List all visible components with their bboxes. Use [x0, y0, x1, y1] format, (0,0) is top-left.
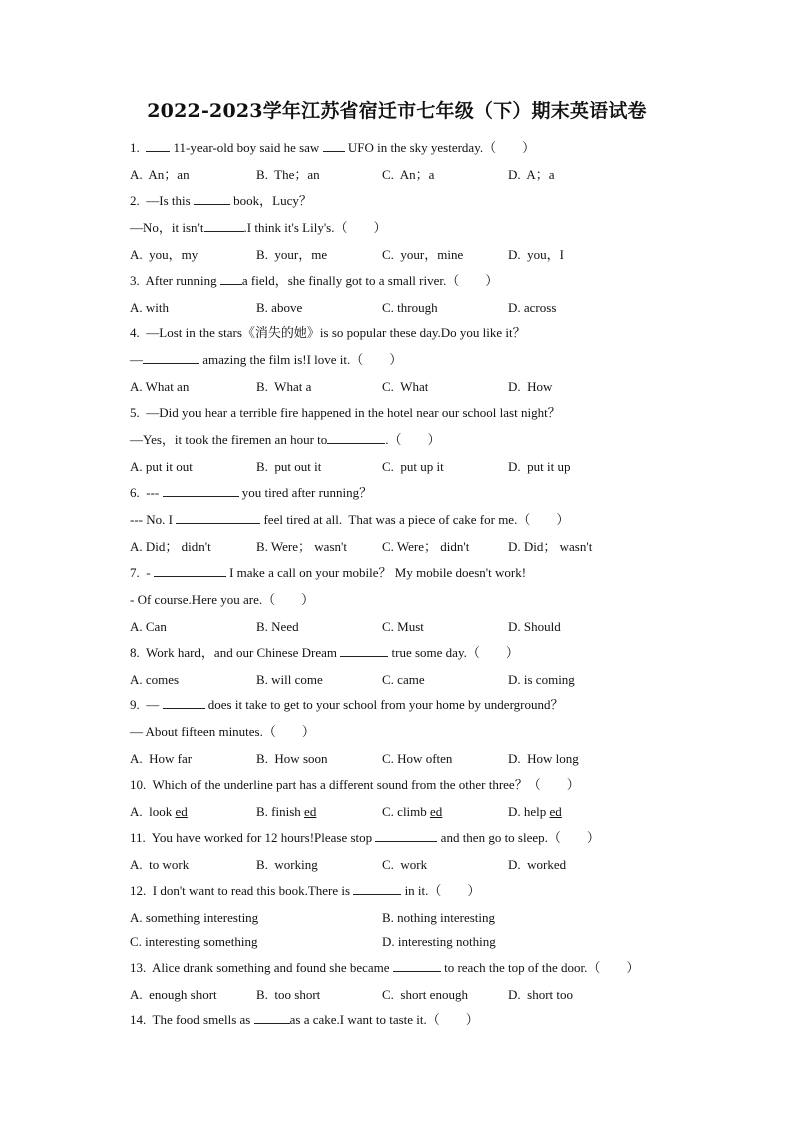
question-stem: 11. You have worked for 12 hours!Please stop and then go to sleep.（ ） [130, 830, 600, 845]
answer-option-b[interactable]: B. working [256, 857, 318, 872]
answer-option-b[interactable]: B. The；an [256, 167, 320, 182]
answer-option-d[interactable]: D. Did； wasn't [508, 539, 593, 554]
answer-blank[interactable] [163, 485, 239, 497]
answer-option-b[interactable]: B. nothing interesting [382, 909, 496, 925]
answer-option-c[interactable]: C. put up it [382, 459, 444, 475]
question-stem-line2: — amazing the film is!I love it.（ ） [130, 352, 403, 368]
answer-option-a[interactable]: A. enough short [130, 986, 217, 1002]
page-title: 2022-2023学年江苏省宿迁市七年级（下）期末英语试卷 [147, 100, 647, 122]
answer-blank[interactable] [353, 883, 401, 895]
question-stem: 5. —Did you hear a terrible fire happened in the hotel near our school last night？ [130, 405, 561, 421]
answer-option-a[interactable]: A. with [130, 299, 169, 315]
answer-option-d[interactable]: D. interesting nothing [382, 933, 496, 949]
answer-option-a[interactable]: A. comes [130, 671, 180, 687]
answer-option-c[interactable]: C. An；a [382, 167, 435, 182]
answer-option-c[interactable]: C. climb ed [382, 804, 443, 820]
question-stem: 8. Work hard，and our Chinese Dream true some day.（ ） [130, 644, 519, 660]
answer-blank[interactable] [327, 432, 385, 444]
answer-option-b[interactable]: B. finish ed [256, 804, 317, 820]
answer-blank[interactable] [143, 352, 199, 364]
answer-option-b[interactable]: B. What a [256, 379, 312, 395]
answer-option-d[interactable]: D. put it up [508, 459, 571, 475]
answer-option-c[interactable]: C. Must [382, 618, 424, 634]
question-stem: 9. — does it take to get to your school from your home by underground？ [130, 697, 564, 713]
question-stem-line2: —No，it isn't .I think it's Lily's.（ ） [130, 219, 387, 235]
question-stem: 3. After running a field，she finally got to a small river.（ ） [130, 272, 499, 288]
answer-option-a[interactable]: A. something interesting [130, 909, 259, 925]
answer-blank[interactable] [146, 140, 170, 152]
answer-option-d[interactable]: D. A；a [508, 167, 555, 182]
answer-blank[interactable] [204, 220, 244, 232]
answer-option-d[interactable]: D. across [508, 299, 557, 315]
answer-option-d[interactable]: D. How [508, 379, 553, 395]
answer-option-a[interactable]: A. Did； didn't [130, 539, 211, 554]
answer-option-b[interactable]: B. your，me [256, 246, 328, 262]
question-stem-line2: - Of course.Here you are.（ ） [130, 591, 315, 607]
answer-option-c[interactable]: C. Were； didn't [382, 539, 470, 554]
answer-option-d[interactable]: D. is coming [508, 671, 575, 687]
answer-option-d[interactable]: D. How long [508, 751, 579, 767]
answer-option-b[interactable]: B. put out it [256, 459, 322, 475]
answer-option-a[interactable]: A. you，my [130, 246, 199, 262]
answer-option-c[interactable]: C. your，mine [382, 246, 464, 262]
question-stem: 10. Which of the underline part has a different sound from the other three？（ ） [130, 777, 580, 793]
question-stem: 4. —Lost in the stars《消失的她》is so popular these day.Do you like it？ [130, 325, 526, 341]
question-stem-line2: —Yes，it took the firemen an hour to .（ ） [130, 432, 441, 448]
answer-option-b[interactable]: B. Were； wasn't [256, 539, 347, 554]
answer-option-d[interactable]: D. you，I [508, 246, 564, 262]
answer-option-d[interactable]: D. short too [508, 986, 573, 1002]
answer-option-c[interactable]: C. What [382, 379, 429, 395]
answer-option-c[interactable]: C. interesting something [130, 933, 258, 949]
question-stem: 1. 11-year-old boy said he saw UFO in the sky yesterday.（ ） [130, 140, 536, 155]
question-stem: 13. Alice drank something and found she became to reach the top of the door.（ ） [130, 959, 640, 975]
answer-option-a[interactable]: A. Can [130, 618, 167, 634]
answer-blank[interactable] [393, 960, 441, 972]
answer-blank[interactable] [220, 273, 242, 285]
answer-blank[interactable] [323, 140, 345, 152]
answer-option-b[interactable]: B. How soon [256, 751, 328, 767]
answer-option-c[interactable]: C. through [382, 299, 438, 315]
answer-option-a[interactable]: A. How far [130, 751, 193, 767]
answer-option-c[interactable]: C. came [382, 671, 425, 687]
answer-blank[interactable] [375, 830, 437, 842]
answer-option-c[interactable]: C. How often [382, 751, 453, 767]
answer-option-a[interactable]: A. look ed [130, 804, 188, 820]
answer-blank[interactable] [340, 645, 388, 657]
answer-blank[interactable] [154, 565, 226, 577]
answer-blank[interactable] [194, 193, 230, 205]
answer-option-d[interactable]: D. worked [508, 857, 567, 872]
answer-blank[interactable] [163, 697, 205, 709]
answer-option-b[interactable]: B. too short [256, 986, 321, 1002]
answer-option-a[interactable]: A. put it out [130, 459, 193, 475]
question-stem: 6. --- you tired after running？ [130, 485, 373, 500]
answer-option-a[interactable]: A. An；an [130, 167, 190, 182]
answer-option-d[interactable]: D. help ed [508, 804, 562, 820]
answer-option-b[interactable]: B. will come [256, 671, 323, 687]
question-stem: 12. I don't want to read this book.There is in it.（ ） [130, 882, 481, 898]
answer-option-b[interactable]: B. Need [256, 618, 299, 634]
answer-option-d[interactable]: D. Should [508, 618, 561, 634]
answer-blank[interactable] [176, 512, 260, 524]
question-stem: 2. —Is this book，Lucy？ [130, 192, 312, 208]
question-stem: 14. The food smells as as a cake.I want to taste it.（ ） [130, 1012, 479, 1028]
answer-blank[interactable] [254, 1012, 290, 1024]
question-stem-line2: --- No. I feel tired at all. That was a piece of cake for me.（ ） [130, 512, 570, 527]
answer-option-b[interactable]: B. above [256, 299, 303, 315]
answer-option-c[interactable]: C. short enough [382, 986, 468, 1002]
answer-option-c[interactable]: C. work [382, 857, 428, 872]
question-stem: 7. - I make a call on your mobile？ My mobile doesn't work! [130, 564, 527, 580]
question-stem-line2: — About fifteen minutes.（ ） [130, 724, 315, 740]
answer-option-a[interactable]: A. to work [130, 857, 190, 872]
answer-option-a[interactable]: A. What an [130, 379, 190, 395]
